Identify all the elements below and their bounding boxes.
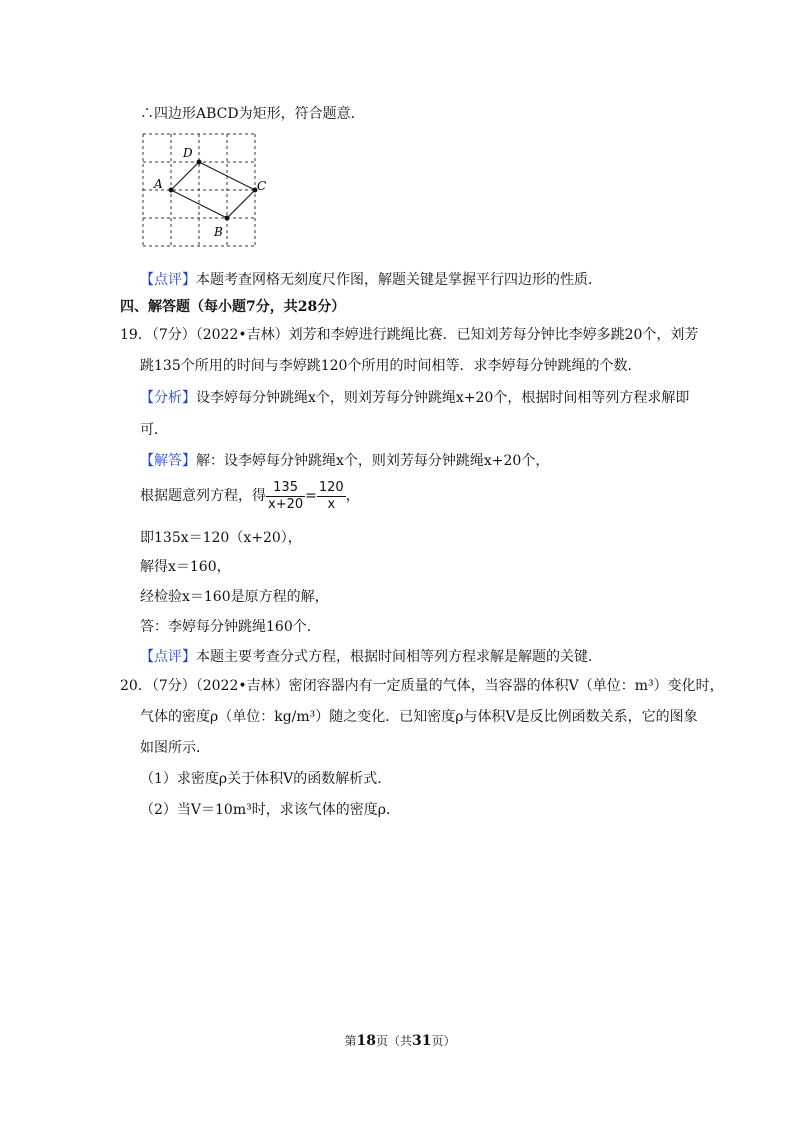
q19-step1: 即135x＝120（x+20），: [140, 530, 302, 546]
footer-total-pages: 31: [412, 1033, 432, 1049]
footer-pre: 第: [344, 1034, 357, 1048]
equation-line: [140, 478, 360, 514]
label-c: C: [257, 179, 266, 193]
q19-comment-tag: 【点评】: [140, 649, 196, 665]
q20-sub1: （1）求密度ρ关于体积V的函数解析式．: [140, 771, 392, 787]
fraction-left-den: x+20: [268, 496, 304, 512]
fraction-left: [266, 480, 305, 513]
q19-analysis: [140, 388, 689, 408]
eq-prefix: 根据题意列方程，得: [140, 488, 266, 504]
analysis-text: 设李婷每分钟跳绳x个，则刘芳每分钟跳绳x+20个，根据时间相等列方程求解即: [196, 390, 690, 406]
footer-mid: 页（共: [375, 1034, 412, 1048]
q19-comment: [140, 647, 602, 667]
answer-tag: 【解答】: [140, 453, 196, 469]
rectangle-abcd: [171, 162, 255, 218]
q20-line3: 如图所示．: [140, 740, 210, 756]
q19-analysis-2: 可．: [140, 422, 168, 438]
q19-line1: 19．（7分）（2022•吉林）刘芳和李婷进行跳绳比赛．已知刘芳每分钟比李婷多跳20个，刘芳: [120, 327, 699, 343]
fraction-right: [317, 480, 346, 513]
label-d: D: [183, 146, 193, 160]
point-a: [169, 188, 174, 193]
section-heading: 四、解答题（每小题7分，共28分）: [120, 299, 346, 315]
comment-text: 本题考查网格无刻度尺作图，解题关键是掌握平行四边形的性质．: [196, 272, 602, 288]
label-b: B: [214, 225, 223, 239]
label-a: A: [154, 177, 163, 191]
eq-equals: =: [305, 488, 317, 504]
page-footer: [0, 1032, 800, 1049]
answer-text: 解：设李婷每分钟跳绳x个，则刘芳每分钟跳绳x+20个，: [196, 453, 550, 469]
fraction-right-num: 120: [318, 479, 344, 495]
footer-post: 页）: [431, 1034, 456, 1048]
comment-1: [140, 270, 602, 290]
q19-line2: 跳135个所用的时间与李婷跳120个所用的时间相等．求李婷每分钟跳绳的个数．: [140, 358, 642, 374]
q19-step4: 答：李婷每分钟跳绳160个．: [140, 619, 321, 635]
eq-suffix: ，: [345, 488, 360, 504]
analysis-tag: 【分析】: [140, 390, 196, 406]
q19-step2: 解得x＝160，: [140, 559, 231, 575]
q19-step3: 经检验x＝160是原方程的解，: [140, 589, 329, 605]
conclusion-text: ∴四边形ABCD为矩形，符合题意．: [140, 106, 365, 122]
fraction-left-num: 135: [266, 480, 305, 497]
footer-page-number: 18: [356, 1033, 376, 1049]
q19-answer: [140, 451, 549, 471]
grid-figure: [136, 130, 266, 256]
q20-line2: 气体的密度ρ（单位：kg/m³）随之变化．已知密度ρ与体积V是反比例函数关系，它的图象: [140, 709, 698, 725]
q19-comment-text: 本题主要考查分式方程，根据时间相等列方程求解是解题的关键．: [196, 649, 602, 665]
point-d: [197, 160, 202, 165]
q20-sub2: （2）当V＝10m³时，求该气体的密度ρ．: [140, 802, 400, 818]
fraction-right-den: x: [327, 496, 336, 512]
q20-line1: 20．（7分）（2022•吉林）密闭容器内有一定质量的气体，当容器的体积V（单位：m³）变化时，: [120, 678, 724, 694]
comment-tag: 【点评】: [140, 272, 196, 288]
point-b: [225, 216, 230, 221]
